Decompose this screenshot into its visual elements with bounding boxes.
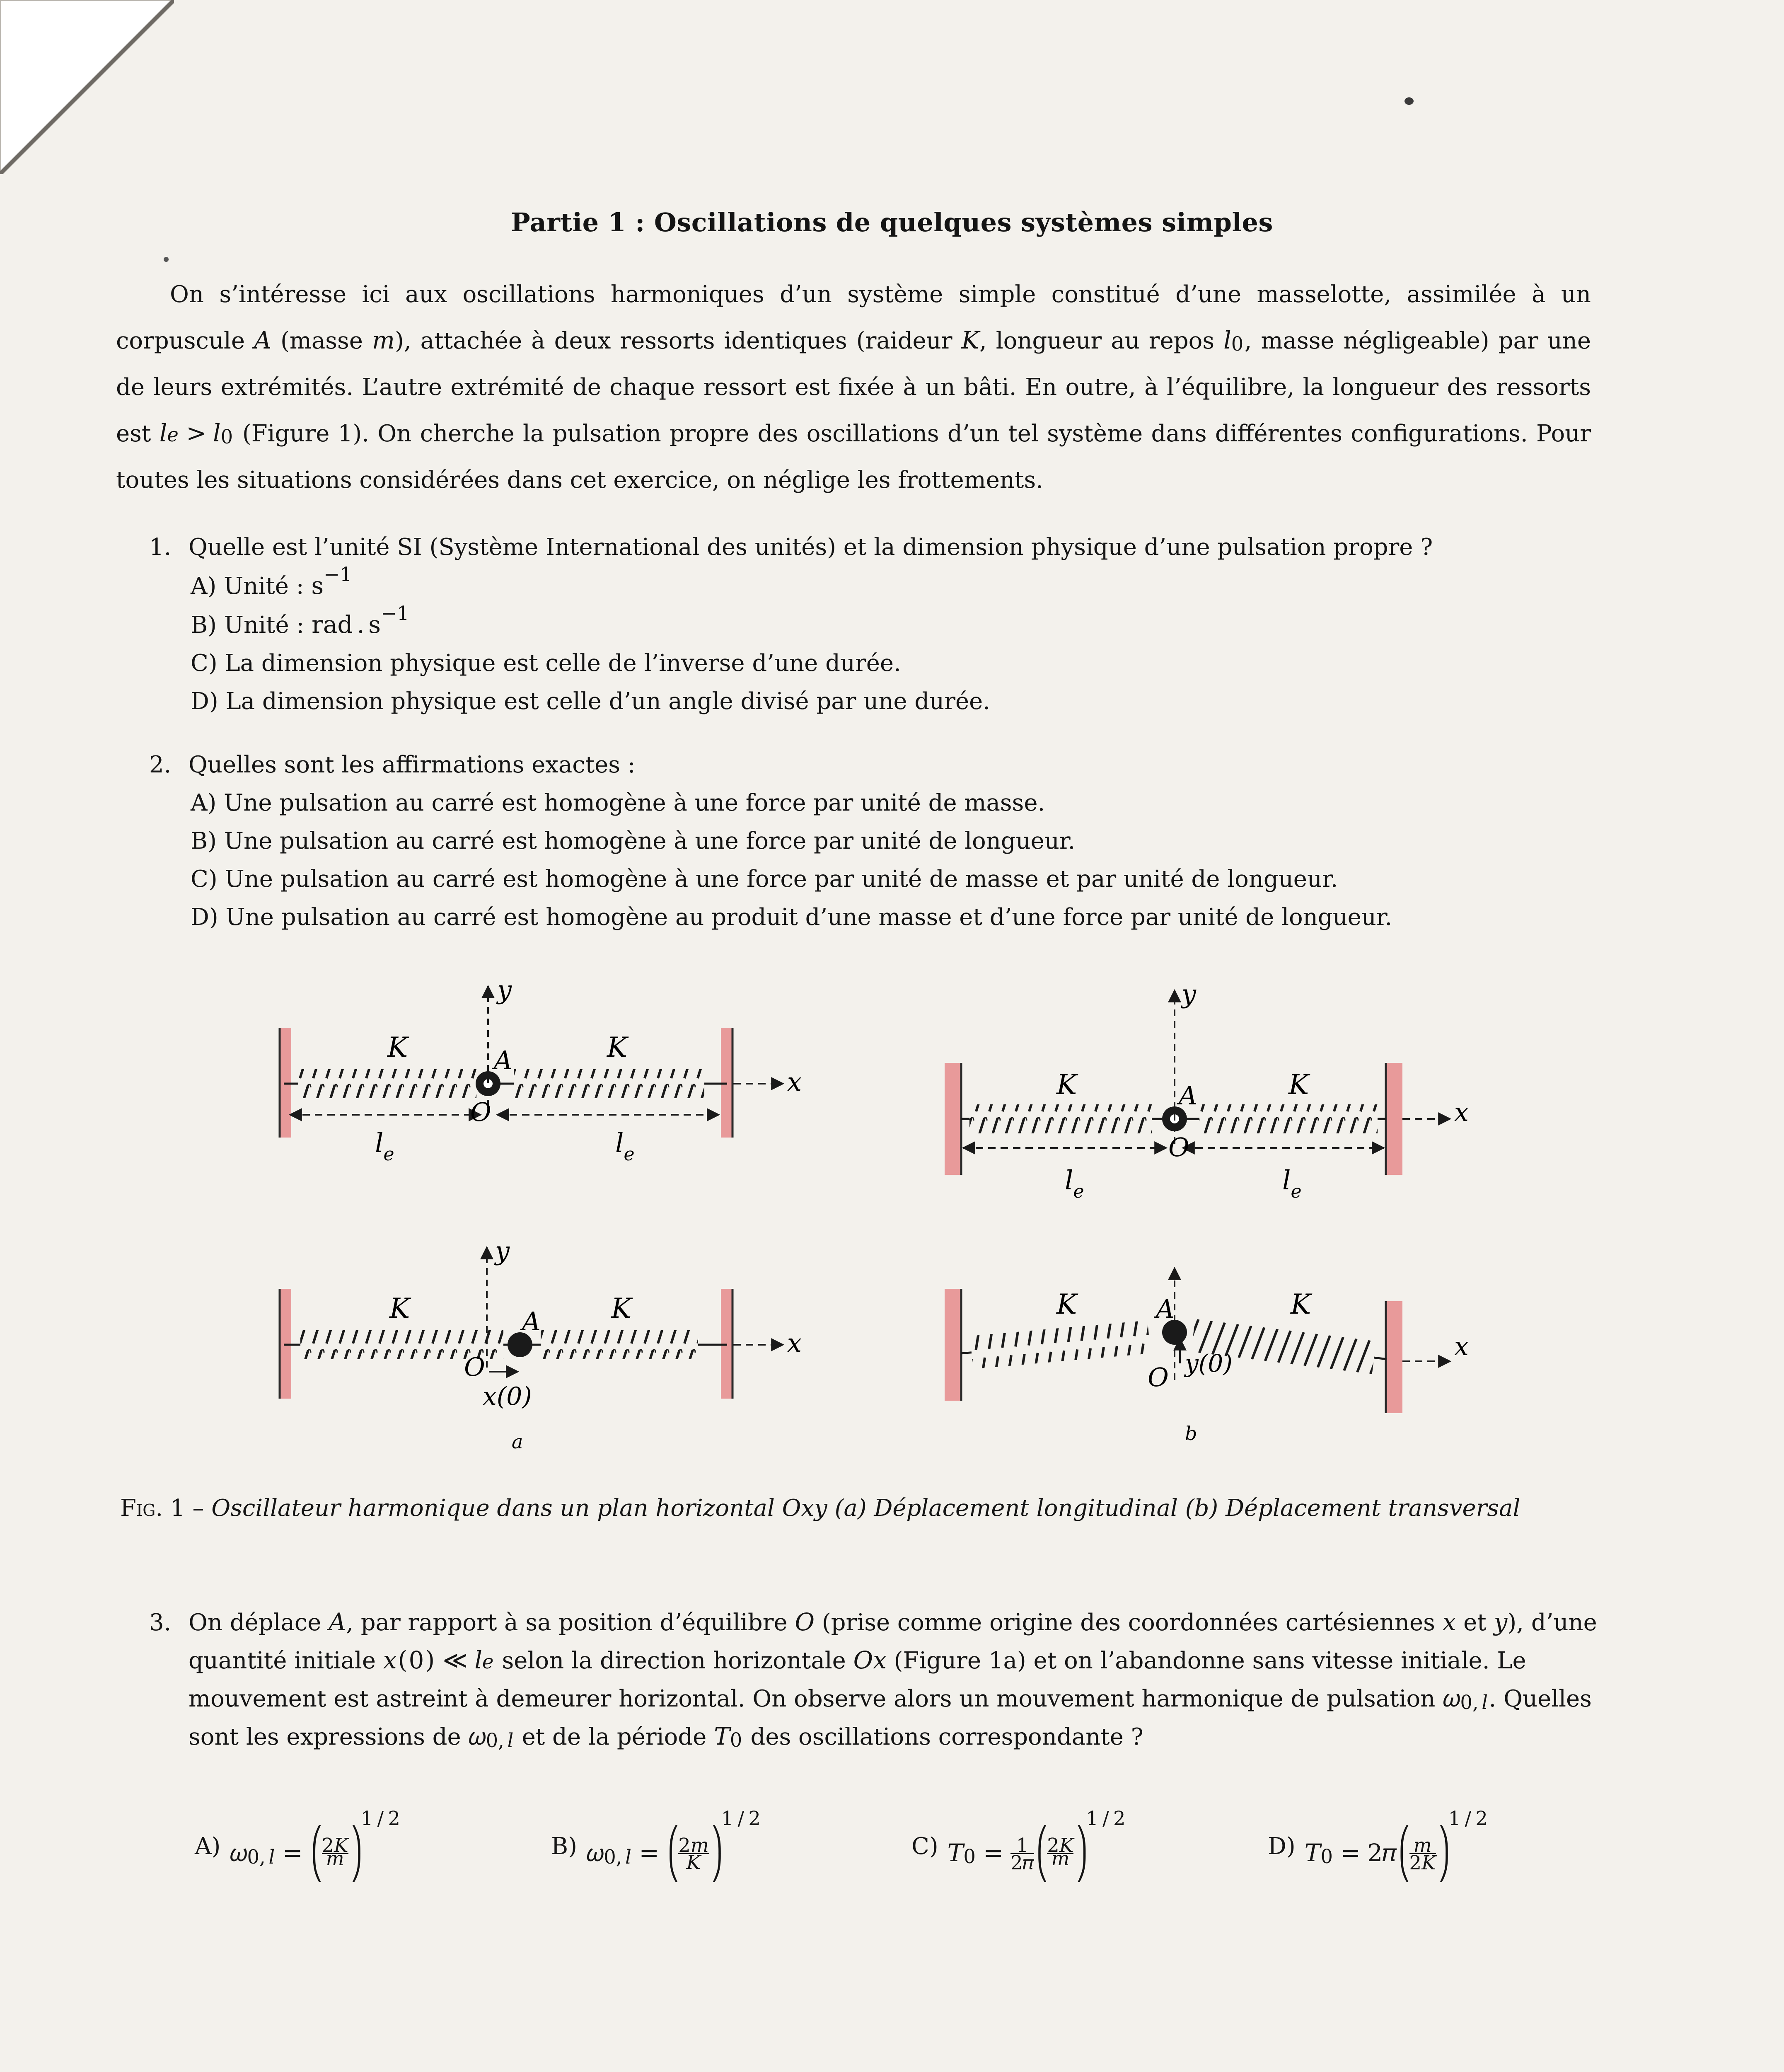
question-number: 3. (149, 1609, 172, 1636)
wall-left (945, 1063, 961, 1175)
wall-left (945, 1289, 961, 1401)
wall-right (1386, 1301, 1402, 1413)
spring-right (541, 1330, 698, 1359)
x-axis-label: x (787, 1328, 802, 1358)
question-number: 1. (149, 534, 172, 561)
spring-label: K (1291, 1288, 1311, 1320)
displacement-label: y(0) (1185, 1349, 1233, 1377)
figure-oscillator (232, 982, 1475, 1459)
spring-label: K (387, 1031, 408, 1063)
caption-text: Oscillateur harmonique dans un plan horizontal Oxy (a) Déplacement longitudinal (b) Déplacement transversal (204, 1495, 1521, 1522)
y-axis-label: y (495, 1236, 510, 1266)
spring-label: K (1056, 1288, 1077, 1320)
origin-label: O (470, 1097, 491, 1127)
question-stem: Quelle est l’unité SI (Système International des unités) et la dimension physique d’une pulsation propre ? (189, 534, 1433, 561)
origin-label: O (1168, 1132, 1189, 1162)
choice-a[interactable]: A) Unité : s − 1 (191, 563, 352, 600)
spring-label: K (1288, 1069, 1309, 1101)
y-axis-label: y (1182, 982, 1197, 1009)
choice-c[interactable]: C) Une pulsation au carré est homogène à une force par unité de masse et par unité de longueur. (191, 866, 1338, 893)
subfigure-label-a: a (512, 1431, 523, 1453)
choice-a[interactable]: A) Une pulsation au carré est homogène à une force par unité de masse. (191, 789, 1045, 816)
choice-b[interactable]: B) Une pulsation au carré est homogène à une force par unité de longueur. (191, 828, 1076, 854)
panel-a-bottom (280, 1236, 802, 1453)
panel-a-top (280, 982, 802, 1165)
y-axis-label: y (497, 982, 512, 1005)
mass-label: A (522, 1306, 541, 1336)
subfigure-label-b: b (1185, 1422, 1197, 1445)
choice-c[interactable]: C) T 0 = 1 2 π ( 2 K 𝑚 ) 1 / 2 (911, 1807, 1126, 1874)
length-label: $l_e$ (1065, 1165, 1084, 1202)
length-label: $l_e$ (1282, 1165, 1302, 1202)
intro-paragraph: On s’intéresse ici aux oscillations harmoniques d’un système simple constitué d’une masselotte, assimilée à un corpuscule A (masse m ), attachée à deux ressorts identiques (raideur K , longueur au repos l 0 , masse négligeable) par une de leurs extrémités. L’autre extrémité de chaque ressort est fixée à un bâti. En outre, à l’équilibre, la longueur des ressorts est l e > l 0 (Figure 1). On cherche la pulsation propre des oscillations d’un tel système dans différentes configurations. Pour toutes les situations considérées dans cet exercice, on néglige les frottements. (116, 281, 1591, 494)
x-axis-label: x (1454, 1331, 1469, 1361)
spring-label: K (389, 1293, 410, 1324)
mass-label: A (1179, 1080, 1197, 1111)
displacement-label: x(0) (483, 1382, 532, 1411)
panel-b-top (945, 982, 1469, 1202)
mass-label: A (494, 1045, 512, 1075)
length-label: $l_e$ (615, 1128, 635, 1165)
stain-mark (164, 257, 169, 262)
origin-label: O (464, 1352, 485, 1382)
spring-label: K (611, 1293, 632, 1324)
question-stem: Quelles sont les affirmations exactes : (189, 751, 636, 778)
spring-left (969, 1104, 1152, 1133)
spring-left (970, 1320, 1150, 1369)
choice-d[interactable]: D) T 0 = 2 π ( m 2 K ) 1 / 2 (1268, 1807, 1488, 1874)
stain-mark (1404, 97, 1414, 105)
choice-c[interactable]: C) La dimension physique est celle de l’inverse d’une durée. (191, 650, 901, 677)
x-axis-label: x (1454, 1097, 1469, 1127)
spring-label: K (1056, 1069, 1077, 1101)
length-label: $l_e$ (375, 1128, 394, 1165)
question-stem: 3. On déplace A , par rapport à sa position d’équilibre O (prise comme origine des coordonnées cartésiennes x et y ), d’une quantité initiale x ( 0 ) ≪ l e selon la direction horizontale O x (Figure 1a) et on l’abandonne sans vitesse initiale. Le mouvement est astreint à demeurer horizontal. On observe alors un mouvement harmonique de pulsation ω 0 , l . Quelles sont les expressions de ω 0 , l et de la période T 0 des oscillations correspondante ? (149, 1604, 1599, 1756)
mass-label: A (1156, 1294, 1175, 1324)
section-title: Partie 1 : Oscillations de quelques systèmes simples (511, 207, 1273, 237)
choice-d[interactable]: D) La dimension physique est celle d’un angle divisé par une durée. (191, 688, 991, 715)
x-axis-label: x (787, 1067, 802, 1097)
question-3 (149, 1604, 1599, 1756)
wall-right (1386, 1063, 1402, 1175)
spring-right (1199, 1104, 1378, 1133)
figure-caption (120, 1490, 1595, 1527)
origin-label: O (1148, 1362, 1169, 1392)
spring-left (298, 1069, 476, 1098)
choice-b[interactable]: B) Unité : rad . s − 1 (191, 602, 409, 639)
spring-label: K (607, 1031, 628, 1063)
caption-label: Fig. 1 – (120, 1495, 204, 1522)
question-number: 2. (149, 751, 172, 778)
choice-d[interactable]: D) Une pulsation au carré est homogène au produit d’une masse et d’une force par unité de longueur. (191, 904, 1392, 931)
choice-b[interactable]: B) ω 0 , l = ( 2 m 𝐾 ) 1 / 2 (551, 1807, 761, 1874)
spring-right (514, 1069, 704, 1098)
choice-a[interactable]: A) ω 0 , l = ( 2 K 𝑚 ) 1 / 2 (195, 1807, 400, 1870)
folded-corner (0, 0, 174, 174)
panel-b-bottom (945, 1268, 1469, 1445)
q3-choices (195, 1801, 1645, 1892)
question-1 (149, 528, 1599, 721)
question-2 (149, 746, 1599, 937)
